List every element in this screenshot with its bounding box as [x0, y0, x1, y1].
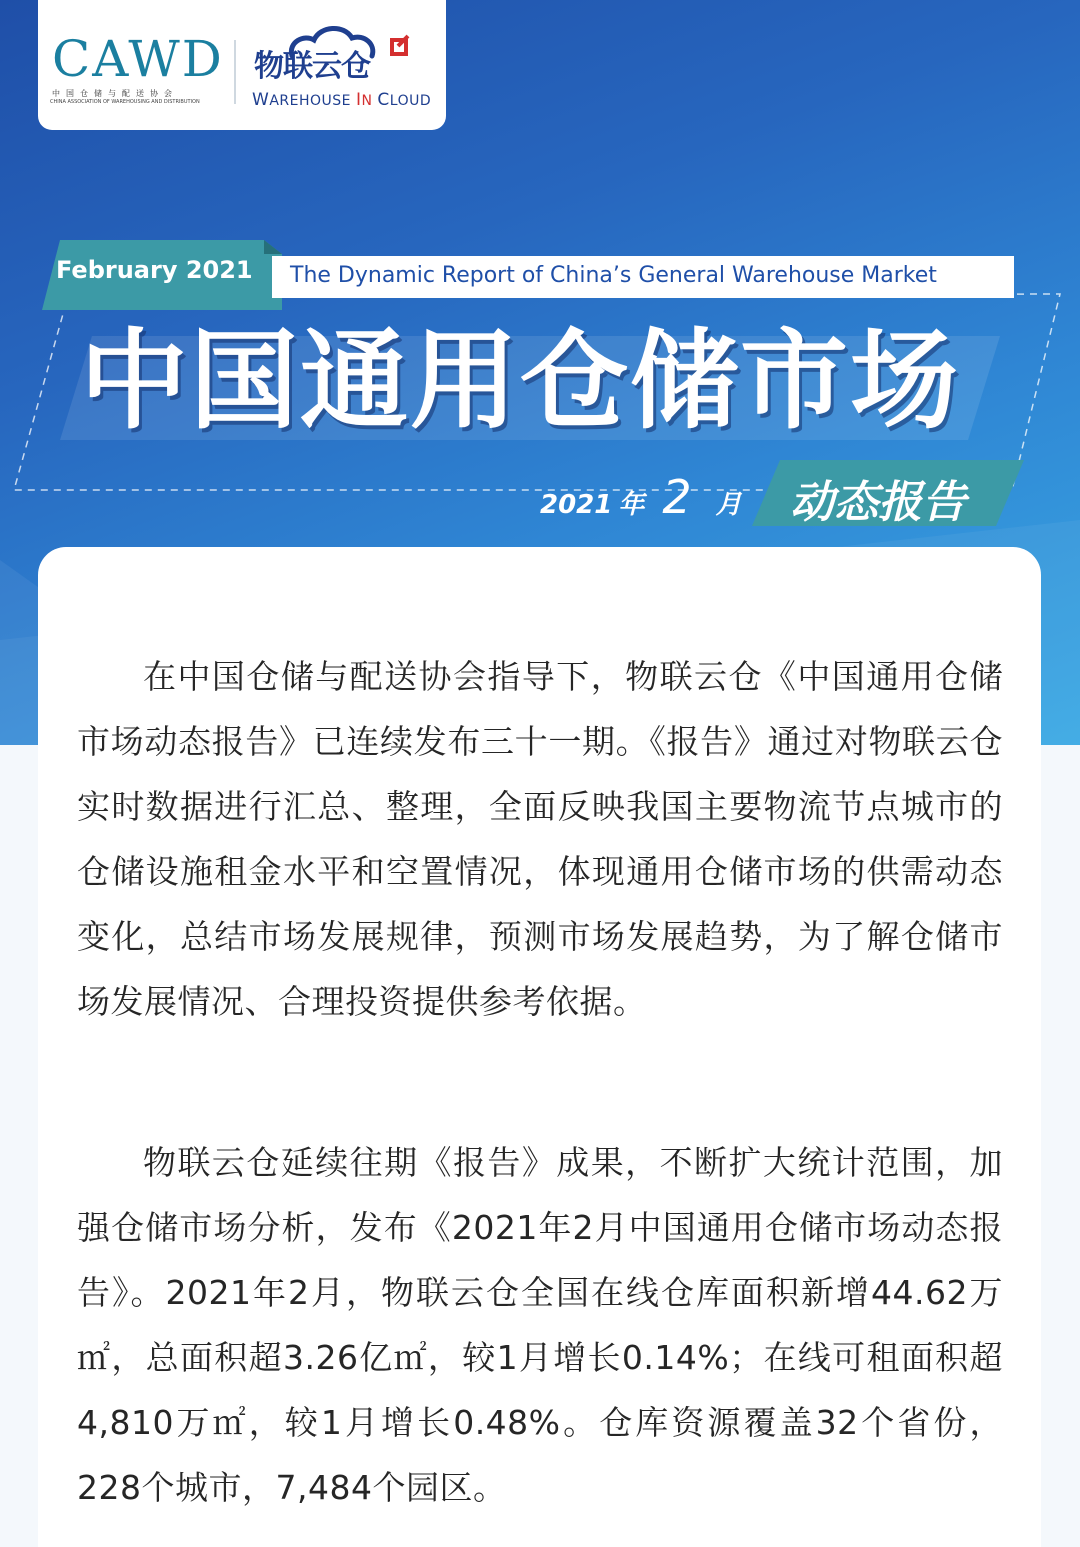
page-title: 中国通用仓储市场: [80, 319, 961, 444]
report-year: 2021: [540, 490, 613, 520]
cawd-english-name: CHINA ASSOCIATION OF WAREHOUSING AND DISTRIBUTION: [50, 99, 200, 105]
logo-divider: [234, 40, 236, 104]
wlyc-logo-cn: 物联云仓: [254, 49, 370, 84]
wlyc-en-i: I: [355, 90, 362, 110]
cawd-logo: CAWD: [52, 30, 224, 88]
report-tag-label: 动态报告: [790, 477, 966, 528]
date-tab-label: February 2021: [56, 256, 253, 284]
intro-paragraph: 在中国仓储与配送协会指导下，物联云仓《中国通用仓储市场动态报告》已连续发布三十一期。《报告》通过对物联云仓实时数据进行汇总、整理，全面反映我国主要物流节点城市的仓储设施租金水平和空置情况，体现通用仓储市场的供需动态变化，总结市场发展规律，预测市场发展趋势，为了解仓储市场发展情况、合理投资提供参考依据。: [77, 657, 1003, 1021]
wlyc-en-c: C: [377, 90, 390, 110]
report-month: 2: [662, 470, 692, 524]
cawd-chinese-name: 中国仓储与配送协会: [52, 89, 178, 98]
month-unit: 月: [715, 490, 742, 520]
wlyc-en-loud: LOUD: [389, 93, 432, 109]
summary-paragraph: 物联云仓延续往期《报告》成果，不断扩大统计范围，加强仓储市场分析，发布《2021年2月中国通用仓储市场动态报告》。2021年2月，物联云仓全国在线仓库面积新增44.62万㎡，总面积超3.26亿㎡，较1月增长0.14%；在线可租面积超4,810万㎡，较1月增长0.48%。仓库资源覆盖32个省份，228个城市，7,484个园区。: [77, 1143, 1003, 1507]
report-date: [540, 470, 748, 526]
wlyc-en-arehouse: AREHOUSE: [269, 93, 356, 109]
english-subtitle: The Dynamic Report of China’s General Warehouse Market: [290, 263, 937, 288]
year-unit: 年: [618, 490, 645, 520]
wlyc-en-n: N: [361, 93, 378, 109]
wlyc-logo-en: [252, 90, 431, 110]
wlyc-en-w: W: [252, 90, 270, 110]
